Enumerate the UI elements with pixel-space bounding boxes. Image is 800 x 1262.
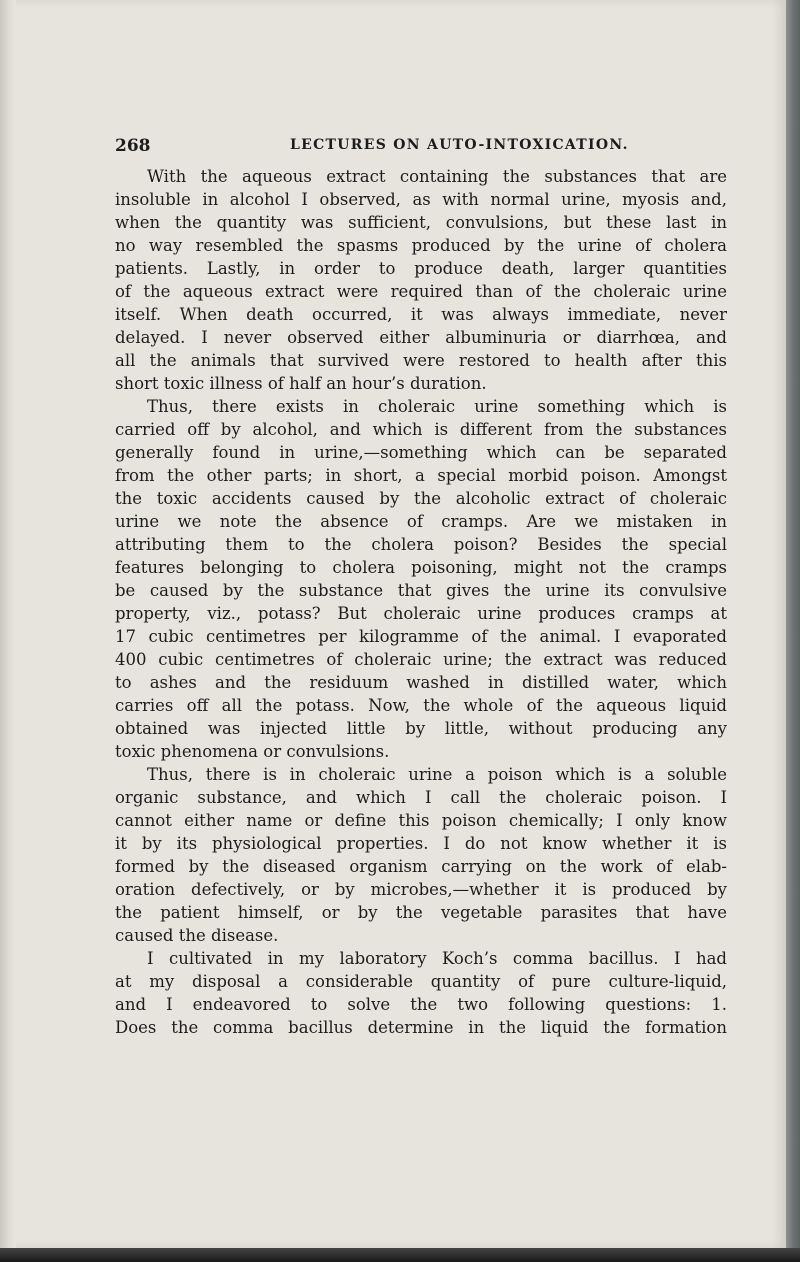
running-title: LECTURES ON AUTO-INTOXICATION. bbox=[290, 137, 629, 153]
text-line: to ashes and the residuum washed in distilled water, which bbox=[115, 673, 727, 692]
text-line: urine we note the absence of cramps. Are we mistaken in bbox=[115, 512, 727, 531]
text-line: carried off by alcohol, and which is different from the substances bbox=[115, 420, 727, 439]
text-line: 400 cubic centimetres of choleraic urine; the extract was reduced bbox=[115, 650, 727, 669]
text-line: from the other parts; in short, a special morbid poison. Amongst bbox=[115, 466, 727, 485]
text-line: no way resembled the spasms produced by the urine of cholera bbox=[115, 236, 727, 255]
text-line: generally found in urine,—something which can be separated bbox=[115, 443, 727, 462]
body-text bbox=[115, 165, 727, 1039]
text-line: carries off all the potass. Now, the whole of the aqueous liquid bbox=[115, 696, 727, 715]
text-line: all the animals that survived were restored to health after this bbox=[115, 351, 727, 370]
text-line: and I endeavored to solve the two following questions: 1. bbox=[115, 995, 727, 1014]
text-line: of the aqueous extract were required than of the choleraic urine bbox=[115, 282, 727, 301]
running-header bbox=[115, 136, 727, 156]
page-number: 268 bbox=[115, 136, 151, 156]
text-line: the patient himself, or by the vegetable parasites that have bbox=[115, 903, 727, 922]
text-line: insoluble in alcohol I observed, as with normal urine, myosis and, bbox=[115, 190, 727, 209]
text-line: 17 cubic centimetres per kilogramme of the animal. I evaporated bbox=[115, 627, 727, 646]
text-line: delayed. I never observed either albuminuria or diarrhœa, and bbox=[115, 328, 727, 347]
text-line: Does the comma bacillus determine in the liquid the formation bbox=[115, 1018, 727, 1037]
text-line: attributing them to the cholera poison? Besides the special bbox=[115, 535, 727, 554]
text-line: Thus, there exists in choleraic urine something which is bbox=[147, 397, 727, 416]
text-line: oration defectively, or by microbes,—whether it is produced by bbox=[115, 880, 727, 899]
text-line: cannot either name or define this poison chemically; I only know bbox=[115, 811, 727, 830]
text-line: Thus, there is in choleraic urine a poison which is a soluble bbox=[147, 765, 727, 784]
text-line: caused the disease. bbox=[115, 926, 279, 945]
text-line: the toxic accidents caused by the alcoholic extract of choleraic bbox=[115, 489, 727, 508]
book-bottom-edge bbox=[0, 1248, 800, 1262]
text-line: I cultivated in my laboratory Koch’s comma bacillus. I had bbox=[147, 949, 727, 968]
text-line: be caused by the substance that gives the urine its convulsive bbox=[115, 581, 727, 600]
text-line: at my disposal a considerable quantity of pure culture-liquid, bbox=[115, 972, 727, 991]
text-line: itself. When death occurred, it was always immediate, never bbox=[115, 305, 727, 324]
text-line: toxic phenomena or convulsions. bbox=[115, 742, 390, 761]
text-line: short toxic illness of half an hour’s duration. bbox=[115, 374, 487, 393]
text-line: With the aqueous extract containing the substances that are bbox=[147, 167, 727, 186]
book-edge-strip bbox=[786, 0, 800, 1262]
text-line: organic substance, and which I call the choleraic poison. I bbox=[115, 788, 727, 807]
text-line: obtained was injected little by little, without producing any bbox=[115, 719, 727, 738]
text-line: patients. Lastly, in order to produce death, larger quantities bbox=[115, 259, 727, 278]
text-line: it by its physiological properties. I do not know whether it is bbox=[115, 834, 727, 853]
page-gutter-shadow bbox=[0, 0, 16, 1248]
text-line: property, viz., potass? But choleraic urine produces cramps at bbox=[115, 604, 727, 623]
text-line: features belonging to cholera poisoning, might not the cramps bbox=[115, 558, 727, 577]
text-line: when the quantity was sufficient, convulsions, but these last in bbox=[115, 213, 727, 232]
text-line: formed by the diseased organism carrying on the work of elab- bbox=[115, 857, 727, 876]
